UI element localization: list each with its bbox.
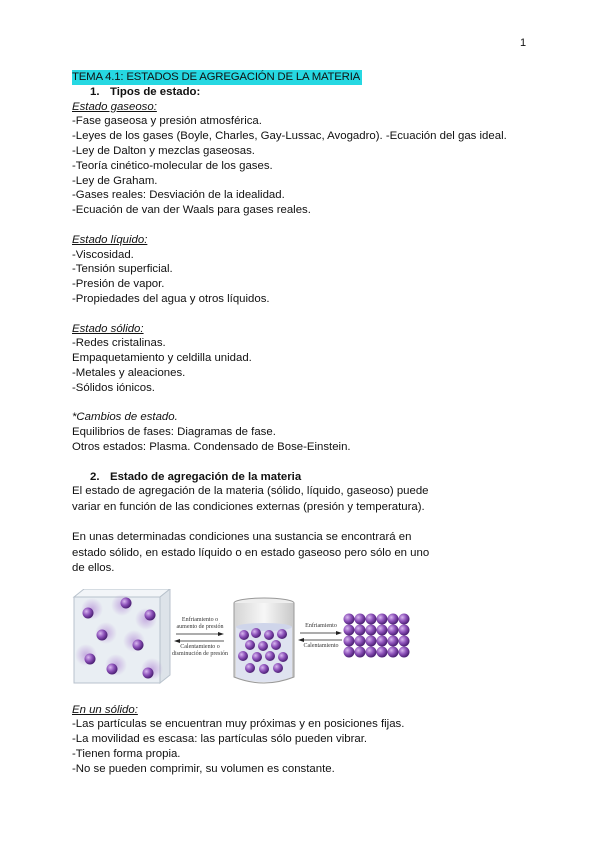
gas-state-list bbox=[72, 114, 542, 218]
section-1-heading: 1. Tipos de estado: bbox=[90, 85, 201, 98]
list-item: -Presión de vapor. bbox=[72, 278, 165, 291]
liquid-state-label: Estado líquido: bbox=[72, 233, 148, 246]
arrow-label: Calentamiento bbox=[303, 642, 339, 649]
list-item: Equilibrios de fases: Diagramas de fase. bbox=[72, 426, 276, 439]
document-body bbox=[72, 70, 542, 777]
list-item: -Fase gaseosa y presión atmosférica. bbox=[72, 115, 262, 128]
list-item: -Leyes de los gases (Boyle, Charles, Gay-Lussac, Avogadro). -Ecuación del gas ideal. bbox=[72, 130, 507, 143]
solid-subsection-label: En un sólido: bbox=[72, 703, 138, 716]
list-item: -Gases reales: Desviación de la idealidad. bbox=[72, 189, 285, 202]
list-item: -Tensión superficial. bbox=[72, 263, 173, 276]
states-illustration bbox=[72, 589, 532, 689]
list-item: Empaquetamiento y celdilla unidad. bbox=[72, 352, 252, 365]
state-changes-label: *Cambios de estado. bbox=[72, 411, 178, 424]
states-of-matter-figure bbox=[72, 589, 542, 689]
page-number: 1 bbox=[520, 37, 527, 49]
list-item: -Tienen forma propia. bbox=[72, 748, 181, 760]
solid-lattice bbox=[344, 613, 410, 657]
arrow-label: Enfriamiento o aumento de presión bbox=[176, 616, 224, 630]
list-item: -Viscosidad. bbox=[72, 248, 134, 261]
solid-state-list bbox=[72, 336, 542, 395]
list-item: -Redes cristalinas. bbox=[72, 337, 166, 350]
paragraph: En unas determinadas condiciones una sustancia se encontrará en estado sólido, en estado líquido o en estado gaseoso pero sólo en uno de ellos. bbox=[72, 531, 430, 575]
solid-state-label: Estado sólido: bbox=[72, 322, 144, 335]
document-title: TEMA 4.1: ESTADOS DE AGREGACIÓN DE LA MATERIA bbox=[72, 71, 361, 83]
list-item: -Ecuación de van der Waals para gases reales. bbox=[72, 204, 311, 217]
gas-state-label: Estado gaseoso: bbox=[72, 100, 157, 113]
arrows-gas-liquid bbox=[174, 632, 224, 643]
gas-state-box bbox=[74, 589, 170, 683]
list-item: -Propiedades del agua y otros líquidos. bbox=[72, 292, 270, 305]
section-2-heading: 2. Estado de agregación de la materia bbox=[90, 470, 302, 483]
list-item: -Metales y aleaciones. bbox=[72, 366, 186, 379]
list-item: -Sólidos iónicos. bbox=[72, 381, 155, 394]
arrow-label: Enfriamiento bbox=[305, 622, 337, 629]
paragraph: El estado de agregación de la materia (sólido, líquido, gaseoso) puede variar en función de las condiciones externas (presión y temperatura). bbox=[72, 485, 429, 513]
liquid-state-list bbox=[72, 248, 542, 307]
arrow-label: Calentamiento o disminución de presión bbox=[172, 643, 228, 657]
list-item: -La movilidad es escasa: las partículas sólo pueden vibrar. bbox=[72, 733, 368, 746]
list-item: Otros estados: Plasma. Condensado de Bose-Einstein. bbox=[72, 440, 351, 453]
arrows-liquid-solid bbox=[298, 631, 342, 642]
liquid-beaker bbox=[234, 598, 294, 683]
list-item: -Ley de Graham. bbox=[72, 174, 158, 187]
list-item: -No se pueden comprimir, su volumen es constante. bbox=[72, 762, 335, 775]
list-item: -Ley de Dalton y mezclas gaseosas. bbox=[72, 144, 255, 157]
list-item: -Las partículas se encuentran muy próximas y en posiciones fijas. bbox=[72, 718, 405, 731]
solid-properties-list bbox=[72, 717, 542, 776]
list-item: -Teoría cinético-molecular de los gases. bbox=[72, 159, 273, 172]
